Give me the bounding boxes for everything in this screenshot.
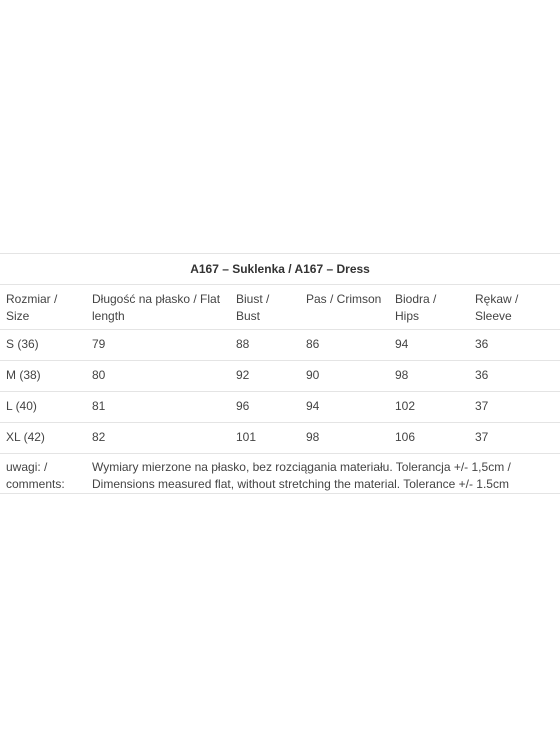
cell-flat-length: 79 (86, 330, 230, 361)
cell-size: M (38) (0, 361, 86, 392)
cell-hips: 106 (389, 423, 469, 454)
table-header-row (0, 285, 560, 330)
cell-size: XL (42) (0, 423, 86, 454)
cell-flat-length: 82 (86, 423, 230, 454)
cell-sleeve: 36 (469, 361, 560, 392)
cell-hips: 94 (389, 330, 469, 361)
cell-bust: 101 (230, 423, 300, 454)
cell-bust: 88 (230, 330, 300, 361)
header-size: Rozmiar / Size (0, 285, 86, 330)
cell-waist: 86 (300, 330, 389, 361)
comments-row (0, 454, 560, 494)
table-title-row (0, 254, 560, 285)
cell-waist: 90 (300, 361, 389, 392)
cell-size: S (36) (0, 330, 86, 361)
cell-size: L (40) (0, 392, 86, 423)
comments-text: Wymiary mierzone na płasko, bez rozciągania materiału. Tolerancja +/- 1,5cm / Dimensions measured flat, without stretching the material. Tolerance +/- 1.5cm (86, 454, 560, 494)
header-bust: Biust / Bust (230, 285, 300, 330)
cell-flat-length: 80 (86, 361, 230, 392)
table-title: A167 – Suklenka / A167 – Dress (0, 254, 560, 285)
cell-sleeve: 37 (469, 423, 560, 454)
table-row (0, 392, 560, 423)
table-row (0, 330, 560, 361)
cell-hips: 102 (389, 392, 469, 423)
header-hips: Biodra / Hips (389, 285, 469, 330)
cell-sleeve: 36 (469, 330, 560, 361)
cell-bust: 96 (230, 392, 300, 423)
header-sleeve: Rękaw / Sleeve (469, 285, 560, 330)
table-row (0, 423, 560, 454)
header-flat-length: Długość na płasko / Flat length (86, 285, 230, 330)
cell-sleeve: 37 (469, 392, 560, 423)
table-row (0, 361, 560, 392)
cell-waist: 98 (300, 423, 389, 454)
cell-hips: 98 (389, 361, 469, 392)
comments-label: uwagi: / comments: (0, 454, 86, 494)
cell-bust: 92 (230, 361, 300, 392)
size-chart-table (0, 253, 560, 494)
cell-flat-length: 81 (86, 392, 230, 423)
header-waist: Pas / Crimson (300, 285, 389, 330)
cell-waist: 94 (300, 392, 389, 423)
